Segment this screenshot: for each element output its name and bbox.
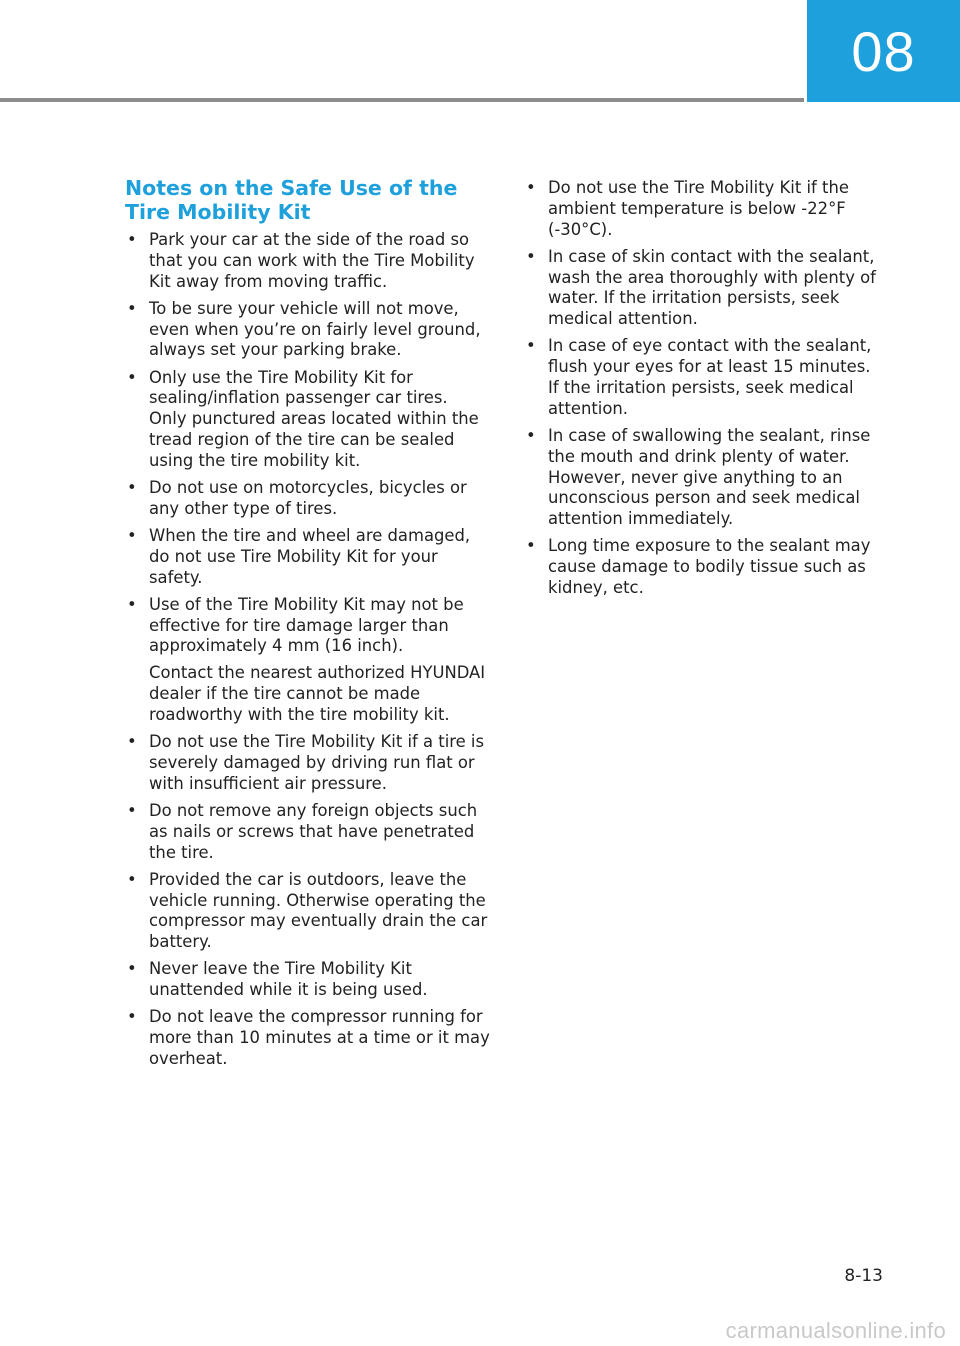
bullet-text: Do not use on motorcycles, bicycles or any other type of tires. [149, 477, 467, 518]
bullet-item [125, 368, 490, 472]
bullet-item [125, 801, 490, 863]
bullet-note: Contact the nearest authorized HYUNDAI dealer if the tire cannot be made roadworthy with the tire mobility kit. [149, 663, 486, 725]
bullet-icon: • [127, 732, 137, 752]
bullet-icon: • [526, 536, 536, 556]
bullet-text: Use of the Tire Mobility Kit may not be effective for tire damage larger than approximately 4 mm (16 inch). [149, 594, 464, 656]
bullet-item [125, 959, 490, 1001]
bullet-icon: • [127, 230, 137, 249]
bullet-text: Do not use the Tire Mobility Kit if a tire is severely damaged by driving run flat or with insufficient air pressure. [149, 732, 485, 793]
bullet-item [524, 426, 884, 530]
bullet-icon: • [127, 959, 137, 979]
bullet-icon: • [127, 525, 137, 545]
bullet-text: When the tire and wheel are damaged, do not use Tire Mobility Kit for your safety. [149, 525, 471, 587]
left-column [125, 176, 490, 1076]
bullet-icon: • [127, 298, 137, 318]
bullet-text: To be sure your vehicle will not move, even when you’re on fairly level ground, always set your parking brake. [149, 298, 481, 360]
section-title: Notes on the Safe Use of the Tire Mobility Kit [125, 176, 458, 224]
chapter-tab [807, 0, 960, 102]
bullet-item [524, 536, 884, 598]
bullet-item [524, 178, 884, 240]
bullet-text: In case of skin contact with the sealant, wash the area thoroughly with plenty of water. If the irritation persists, seek medical attention. [548, 246, 876, 329]
bullet-item [125, 230, 490, 292]
bullet-icon: • [526, 425, 536, 445]
bullet-icon: • [127, 477, 137, 497]
bullet-icon: • [127, 594, 137, 614]
bullet-icon: • [127, 1007, 137, 1027]
page-number: 8-13 [844, 1266, 883, 1286]
bullet-text: Do not use the Tire Mobility Kit if the ambient temperature is below -22°F (-30°C). [548, 178, 849, 239]
watermark: carmanualsonline.info [725, 1318, 946, 1343]
bullet-item [524, 336, 884, 419]
bullet-text: In case of swallowing the sealant, rinse the mouth and drink plenty of water. However, never give anything to an unconscious person and seek medical attention immediately. [548, 425, 871, 529]
right-column [524, 178, 884, 605]
bullet-text: Only use the Tire Mobility Kit for sealing/inflation passenger car tires. Only punctured areas located within the tread region of the tire can be sealed using the tire mobility kit. [149, 367, 479, 470]
bullet-text: Do not remove any foreign objects such as nails or screws that have penetrated the tire. [149, 801, 478, 862]
bullet-item [125, 526, 490, 588]
bullet-text: Park your car at the side of the road so that you can work with the Tire Mobility Kit away from moving traffic. [149, 230, 475, 291]
bullet-item [125, 870, 490, 953]
bullet-item [524, 247, 884, 330]
bullet-icon: • [127, 367, 137, 387]
left-bullet-list [125, 230, 490, 1070]
bullet-text: Never leave the Tire Mobility Kit unattended while it is being used. [149, 959, 428, 1000]
bullet-item [125, 1007, 490, 1069]
bullet-text: Long time exposure to the sealant may cause damage to bodily tissue such as kidney, etc. [548, 536, 871, 597]
bullet-item [125, 299, 490, 361]
bullet-text: Provided the car is outdoors, leave the vehicle running. Otherwise operating the compressor may eventually drain the car battery. [149, 869, 488, 952]
bullet-icon: • [127, 869, 137, 889]
bullet-icon: • [526, 246, 536, 266]
bullet-item [125, 595, 490, 726]
right-bullet-list [524, 178, 884, 599]
chapter-number: 08 [851, 19, 916, 83]
bullet-icon: • [526, 336, 536, 356]
bullet-item [125, 478, 490, 520]
header-rule [0, 98, 804, 102]
bullet-text: Do not leave the compressor running for more than 10 minutes at a time or it may overheat. [149, 1007, 490, 1068]
bullet-item [125, 732, 490, 794]
bullet-icon: • [127, 801, 137, 821]
bullet-text: In case of eye contact with the sealant, flush your eyes for at least 15 minutes. If the irritation persists, seek medical attention. [548, 336, 872, 418]
bullet-icon: • [526, 178, 536, 197]
